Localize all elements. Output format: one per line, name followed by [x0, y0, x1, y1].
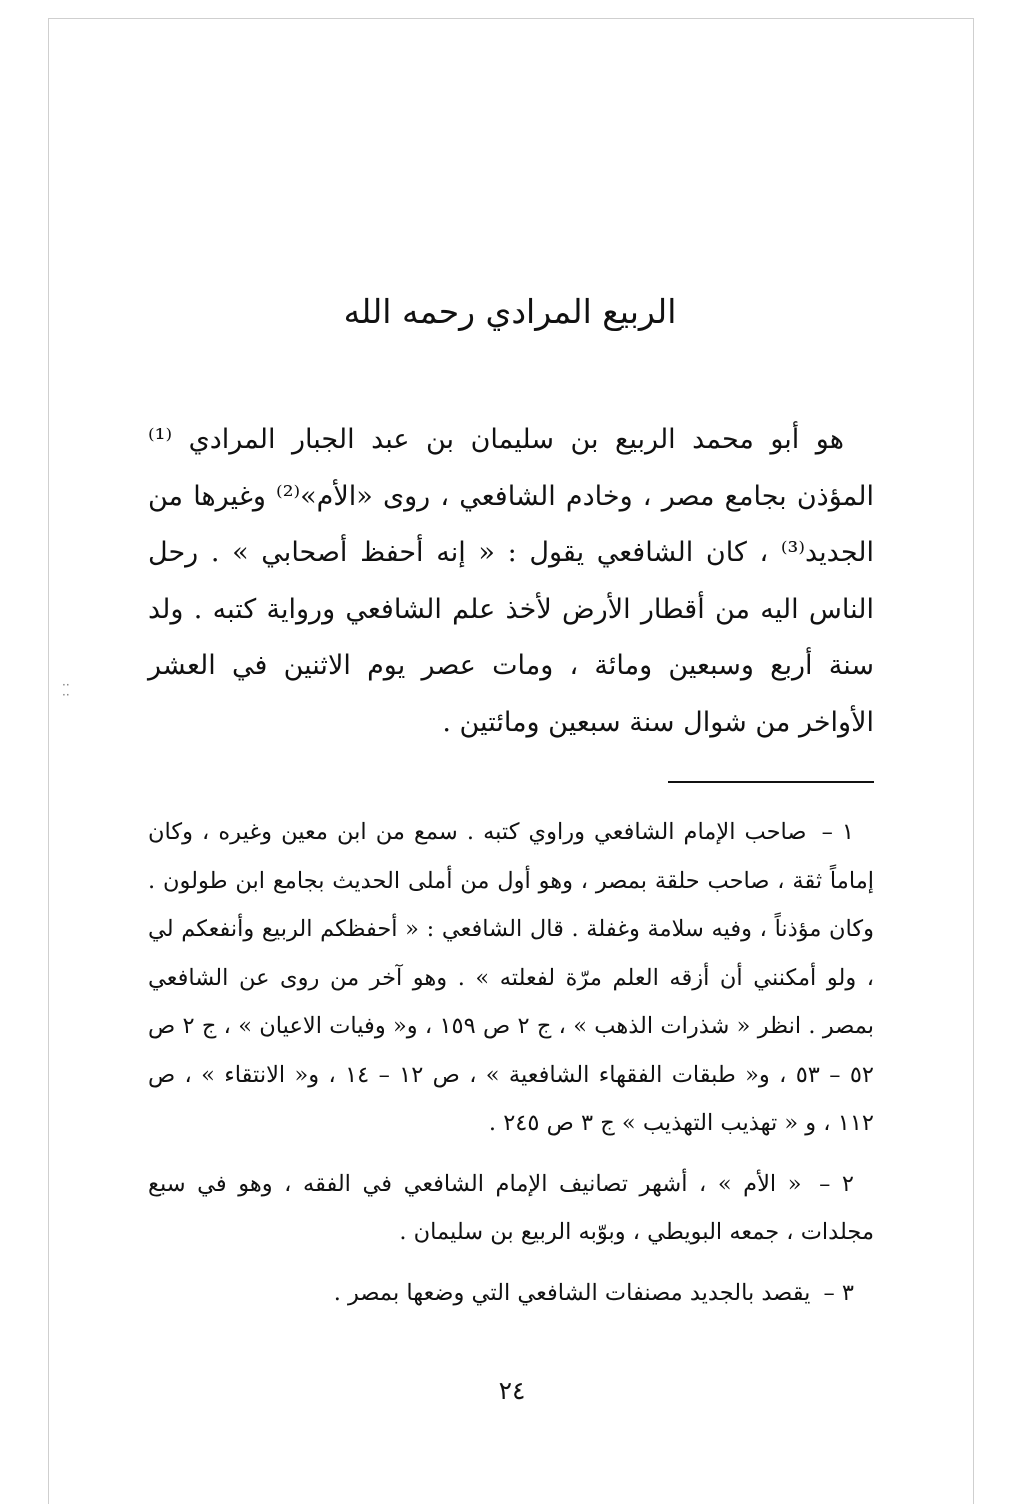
footnote-separator	[668, 781, 874, 783]
footnote-number: ٣ –	[823, 1279, 854, 1306]
footnote-number: ٢ –	[819, 1170, 855, 1197]
page-number: ٢٤	[498, 1376, 526, 1405]
footnote-text: يقصد بالجديد مصنفات الشافعي التي وضعها بمصر .	[333, 1279, 811, 1306]
footnote-text: صاحب الإمام الشافعي وراوي كتبه . سمع من ابن معين وغيره ، وكان إماماً ثقة ، صاحب حلقة بمصر ، وهو أول من أملى الحديث بجامع ابن طولون . وكان مؤذناً ، وفيه سلامة وغفلة . قال الشافعي : « أحفظكم الربيع وأنفعكم لي ، ولو أمكنني أن أزقه العلم مرّة لفعلته » . وهو آخر من روى عن الشافعي بمصر . انظر « شذرات الذهب » ، ج ٢ ص ١٥٩ ، و« وفيات الاعيان » ، ج ٢ ص ٥٢ – ٥٣ ، و« طبقات الفقهاء الشافعية » ، ص ١٢ – ١٤ ، و« الانتقاء » ، ص ١١٢ ، و « تهذيب التهذيب » ج ٣ ص ٢٤٥ .	[148, 819, 875, 1136]
footnote-number: ١ –	[821, 819, 854, 845]
footnote-1	[148, 808, 874, 1148]
page-title: الربيع المرادي رحمه الله	[343, 292, 677, 331]
footnotes	[148, 808, 874, 1329]
main-paragraph: هو أبو محمد الربيع بن سليمان بن عبد الجبار المرادي ⁽¹⁾ المؤذن بجامع مصر ، وخادم الشافعي ، روى «الأم»⁽²⁾ وغيرها من الجديد⁽³⁾ ، كان الشافعي يقول : « إنه أحفظ أصحابي » . رحل الناس اليه من أقطار الأرض لأخذ علم الشافعي ورواية كتبه . ولد سنة أربع وسبعين ومائة ، ومات عصر يوم الاثنين في العشر الأواخر من شوال سنة سبعين ومائتين .	[148, 424, 874, 738]
main-text	[148, 412, 874, 751]
margin-marks: ·· ··	[62, 678, 70, 702]
footnote-3	[148, 1269, 874, 1318]
footnote-2	[148, 1160, 874, 1257]
footnote-text: « الأم » ، أشهر تصانيف الإمام الشافعي في الفقه ، وهو في سبع مجلدات ، جمعه البويطي ، وبوّبه الربيع بن سليمان .	[148, 1170, 874, 1245]
